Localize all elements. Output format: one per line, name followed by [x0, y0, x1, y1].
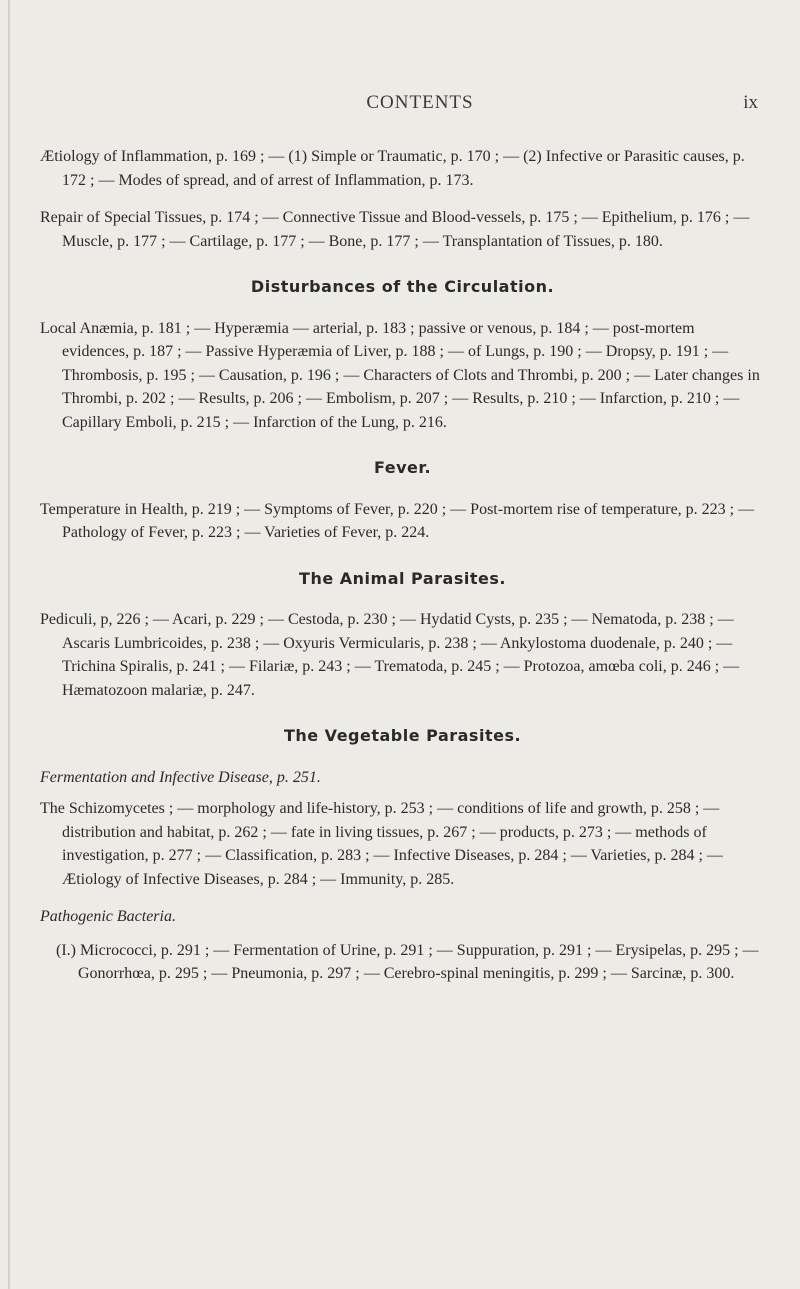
section-heading-circulation: Disturbances of the Circulation.	[250, 277, 555, 296]
section-heading-fever: Fever.	[373, 458, 432, 477]
page-number: ix	[743, 92, 758, 113]
page-spine-shadow	[8, 0, 11, 1289]
entry-repair-special-tissues: Repair of Special Tissues, p. 174 ; — Connective Tissue and Blood-vessels, p. 175 ; — Epithelium, p. 176 ; — Muscle, p. 177 ; — Cartilage, p. 177 ; — Bone, p. 177 ; — Transplantation of Tissues, p. 180.	[40, 209, 750, 250]
section-heading-vegetable-parasites: The Vegetable Parasites.	[283, 726, 522, 745]
entry-micrococci: (I.) Micrococci, p. 291 ; — Fermentation of Urine, p. 291 ; — Suppuration, p. 291 ; — Erysipelas, p. 295 ; — Gonorrhœa, p. 295 ; — Pneumonia, p. 297 ; — Cerebro-spinal meningitis, p. 299 ; — Sarcinæ, p. 300.	[56, 941, 759, 982]
entry-fever: Temperature in Health, p. 219 ; — Symptoms of Fever, p. 220 ; — Post-mortem rise of temperature, p. 223 ; — Pathology of Fever, p. 223 ; — Varieties of Fever, p. 224.	[40, 500, 755, 541]
entry-aetiology-inflammation: Ætiology of Inflammation, p. 169 ; — (1) Simple or Traumatic, p. 170 ; — (2) Infective or Parasitic causes, p. 172 ; — Modes of spread, and of arrest of Inflammation, p. 173.	[40, 148, 745, 189]
entry-schizomycetes: The Schizomycetes ; — morphology and life-history, p. 253 ; — conditions of life and growth, p. 258 ; — distribution and habitat, p. 262 ; — fate in living tissues, p. 267 ; — products, p. 273 ; — methods of investigation, p. 277 ; — Classification, p. 283 ; — Infective Diseases, p. 284 ; — Varieties, p. 284 ; — Ætiology of Infective Diseases, p. 284 ; — Immunity, p. 285.	[40, 800, 723, 888]
running-header	[70, 92, 770, 120]
entry-animal-parasites: Pediculi, p, 226 ; — Acari, p. 229 ; — Cestoda, p. 230 ; — Hydatid Cysts, p. 235 ; — Nematoda, p. 238 ; — Ascaris Lumbricoides, p. 238 ; — Oxyuris Vermicularis, p. 238 ; — Ankylostoma duodenale, p. 240 ; — Trichina Spiralis, p. 241 ; — Filariæ, p. 243 ; — Trematoda, p. 245 ; — Protozoa, amœba coli, p. 246 ; — Hæmatozoon malariæ, p. 247.	[40, 611, 740, 699]
entry-fermentation: Fermentation and Infective Disease, p. 251.	[40, 768, 321, 786]
running-title: CONTENTS	[366, 92, 474, 113]
entry-circulation: Local Anæmia, p. 181 ; — Hyperæmia — arterial, p. 183 ; passive or venous, p. 184 ; — post-mortem evidences, p. 187 ; — Passive Hyperæmia of Liver, p. 188 ; — of Lungs, p. 190 ; — Dropsy, p. 191 ; — Thrombosis, p. 195 ; — Causation, p. 196 ; — Characters of Clots and Thrombi, p. 200 ; — Later changes in Thrombi, p. 202 ; — Results, p. 206 ; — Embolism, p. 207 ; — Results, p. 210 ; — Infarction, p. 210 ; — Capillary Emboli, p. 215 ; — Infarction of the Lung, p. 216.	[40, 319, 760, 431]
section-heading-animal-parasites: The Animal Parasites.	[299, 568, 506, 588]
contents-body	[40, 145, 765, 1000]
subheading-pathogenic-bacteria: Pathogenic Bacteria.	[40, 908, 176, 925]
